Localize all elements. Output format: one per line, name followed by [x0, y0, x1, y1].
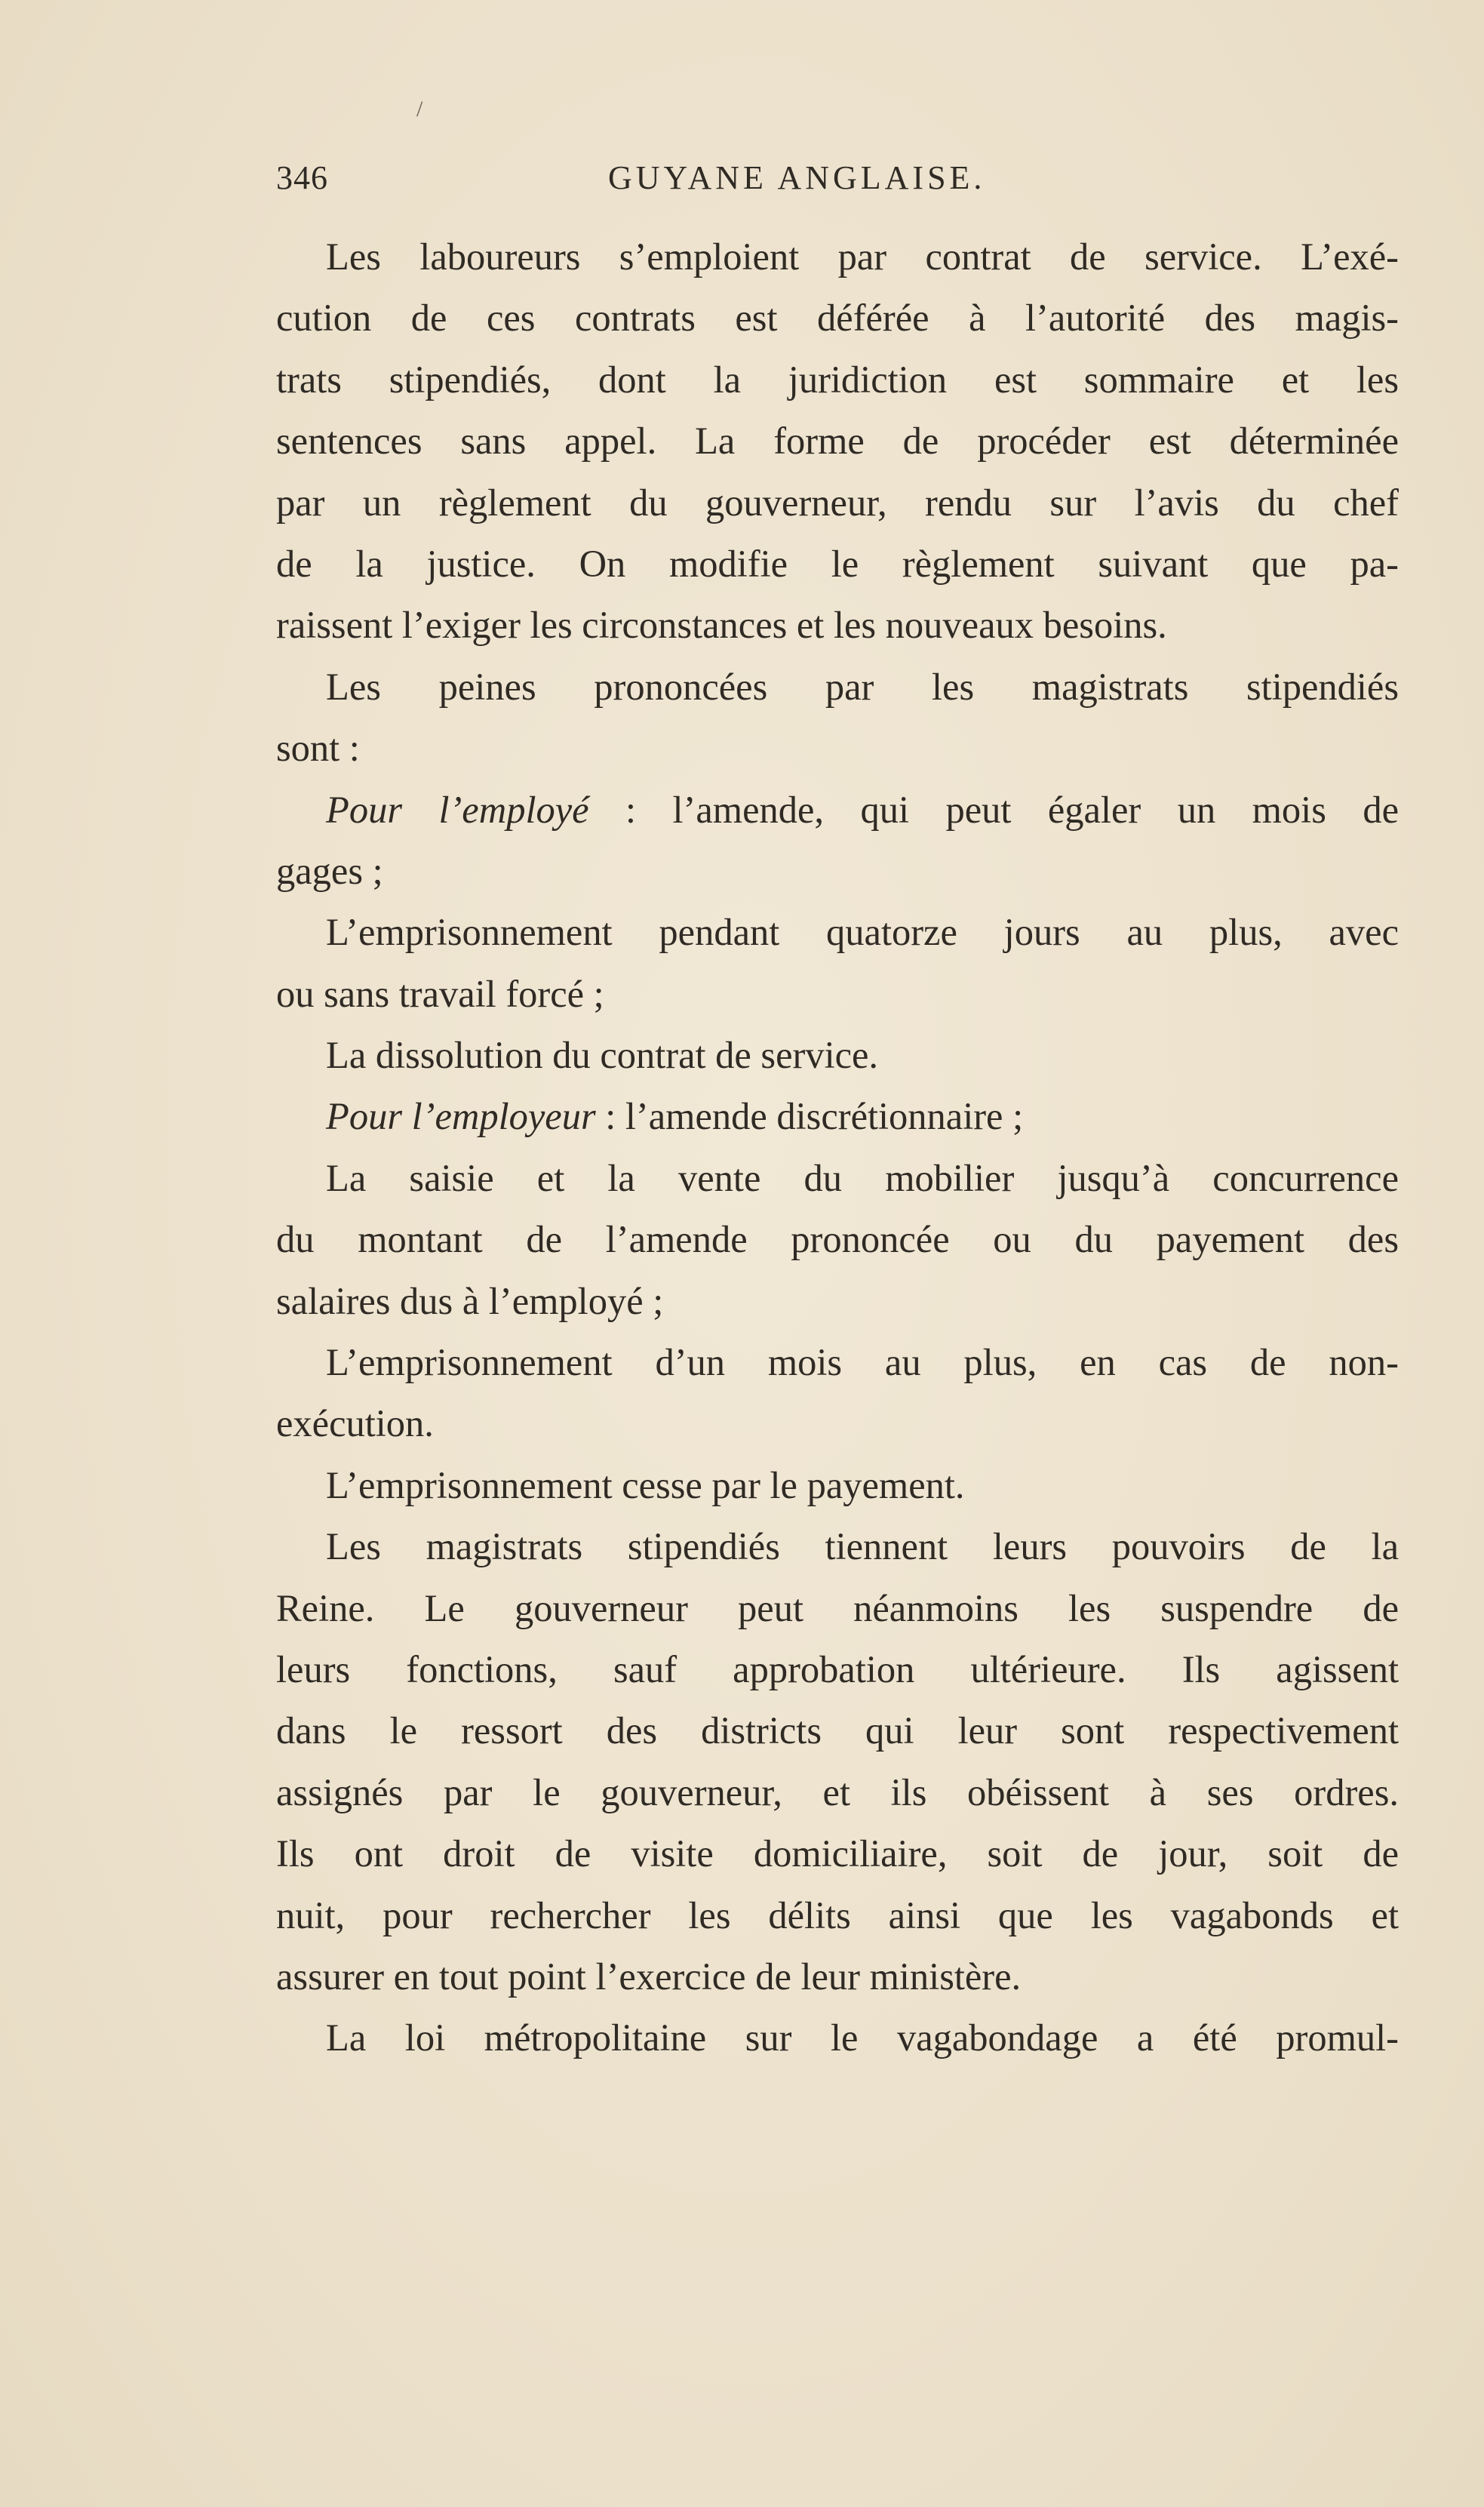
page-number: 346 [276, 159, 328, 196]
text-line: Reine. Le gouverneur peut néanmoins les suspendre de [276, 1586, 1399, 1629]
text-line: La dissolution du contrat de service. [326, 1034, 879, 1077]
text-line: Ils ont droit de visite domiciliaire, soit de jour, soit de [276, 1832, 1399, 1875]
text-line: Les peines prononcées par les magistrats stipendiés [326, 665, 1399, 708]
text-line: trats stipendiés, dont la juridiction est sommaire et les [276, 358, 1399, 401]
text-line: assignés par le gouverneur, et ils obéissent à ses ordres. [276, 1770, 1399, 1813]
text-line: du montant de l’amende prononcée ou du payement des [276, 1218, 1399, 1261]
text-line: nuit, pour rechercher les délits ainsi que les vagabonds et [276, 1893, 1399, 1936]
page-header [276, 158, 1053, 211]
text-line [276, 1086, 1399, 1147]
text-line: La loi métropolitaine sur le vagabondage a été promul- [326, 2016, 1399, 2059]
italic-lead: Pour l’employé [326, 788, 589, 831]
italic-lead: Pour l’employeur [326, 1095, 596, 1138]
stray-ink-mark: / [416, 97, 423, 122]
text-line: Les laboureurs s’emploient par contrat de service. L’exé- [326, 235, 1399, 278]
text-line: exécution. [276, 1402, 434, 1445]
text-fragment: : l’amende, qui peut égaler un mois de [625, 788, 1399, 831]
text-line: L’emprisonnement cesse par le payement. [326, 1463, 965, 1506]
text-line: par un règlement du gouverneur, rendu sur l’avis du chef [276, 481, 1399, 524]
text-line: Les magistrats stipendiés tiennent leurs pouvoirs de la [326, 1525, 1399, 1568]
text-line: salaires dus à l’employé ; [276, 1279, 664, 1322]
text-fragment: : l’amende discrétionnaire ; [605, 1095, 1024, 1138]
text-line: sont : [276, 727, 360, 770]
running-title: GUYANE ANGLAISE. [608, 159, 986, 196]
text-line: cution de ces contrats est déférée à l’autorité des magis- [276, 297, 1399, 340]
text-line [276, 780, 1399, 841]
text-line: assurer en tout point l’exercice de leur ministère. [276, 1955, 1022, 1998]
text-line: ou sans travail forcé ; [276, 972, 604, 1015]
text-line: L’emprisonnement pendant quatorze jours au plus, avec [326, 911, 1399, 954]
text-line: La saisie et la vente du mobilier jusqu’à concurrence [326, 1156, 1399, 1199]
text-line: leurs fonctions, sauf approbation ultérieure. Ils agissent [276, 1647, 1399, 1690]
text-line: sentences sans appel. La forme de procéder est déterminée [276, 420, 1399, 463]
body-text [276, 226, 1399, 2069]
text-line: gages ; [276, 849, 383, 892]
text-line: dans le ressort des districts qui leur sont respectivement [276, 1709, 1399, 1752]
text-line: L’emprisonnement d’un mois au plus, en cas de non- [326, 1341, 1399, 1384]
text-line: de la justice. On modifie le règlement suivant que pa- [276, 542, 1399, 585]
text-line: raissent l’exiger les circonstances et les nouveaux besoins. [276, 604, 1167, 647]
